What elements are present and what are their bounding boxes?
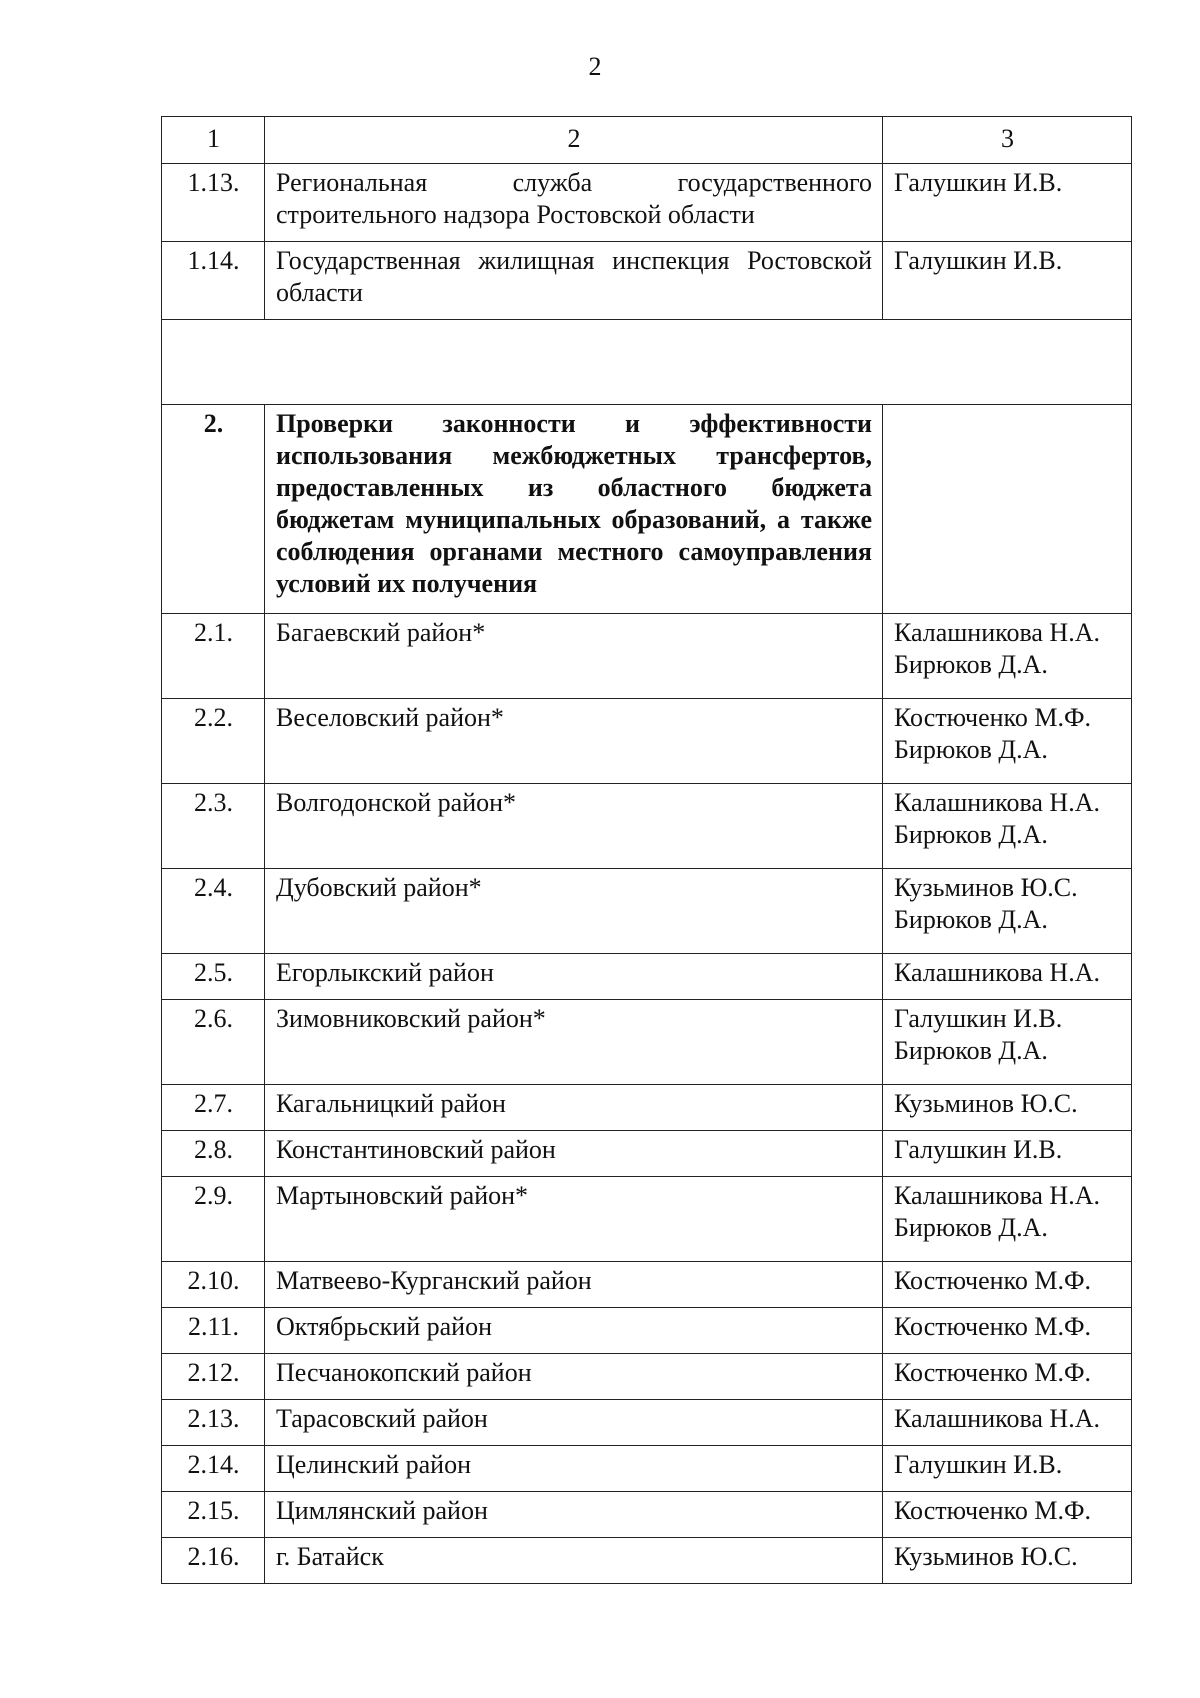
table-row — [162, 242, 1132, 320]
row-responsible — [883, 405, 1132, 614]
row-object-name: Октябрьский район — [265, 1308, 883, 1354]
responsible-person: Бирюков Д.А. — [894, 820, 1048, 849]
row-object-name: Дубовский район* — [265, 869, 883, 954]
table-row — [162, 954, 1132, 1000]
row-number: 2.5. — [162, 954, 265, 1000]
row-object-name: Государственная жилищная инспекция Ростовской области — [265, 242, 883, 320]
row-number: 2.12. — [162, 1354, 265, 1400]
row-object-name: Веселовский район* — [265, 699, 883, 784]
table-row — [162, 1262, 1132, 1308]
row-number: 2.11. — [162, 1308, 265, 1354]
row-responsible — [883, 1000, 1132, 1085]
row-number: 2.6. — [162, 1000, 265, 1085]
row-object-name: Цимлянский район — [265, 1492, 883, 1538]
row-responsible — [883, 164, 1132, 242]
responsible-person: Бирюков Д.А. — [894, 650, 1048, 679]
row-number: 2.16. — [162, 1538, 265, 1584]
table-row — [162, 1400, 1132, 1446]
row-object-name: Багаевский район* — [265, 614, 883, 699]
responsible-person: Кузьминов Ю.С. — [894, 873, 1078, 902]
row-number: 2.14. — [162, 1446, 265, 1492]
responsible-person: Калашникова Н.А. — [894, 958, 1100, 987]
responsible-person: Галушкин И.В. — [894, 1450, 1063, 1479]
row-number: 1.13. — [162, 164, 265, 242]
table-row — [162, 1131, 1132, 1177]
inspection-plan-table — [161, 116, 1132, 1584]
row-number: 2.10. — [162, 1262, 265, 1308]
responsible-person: Костюченко М.Ф. — [894, 1266, 1092, 1295]
responsible-person: Кузьминов Ю.С. — [894, 1542, 1078, 1571]
table-row — [162, 1354, 1132, 1400]
row-number: 2.9. — [162, 1177, 265, 1262]
empty-cell — [162, 320, 1132, 405]
table-row — [162, 699, 1132, 784]
row-number: 2.7. — [162, 1085, 265, 1131]
table-row — [162, 869, 1132, 954]
responsible-person: Бирюков Д.А. — [894, 905, 1048, 934]
table-body — [162, 117, 1132, 1584]
responsible-person: Кузьминов Ю.С. — [894, 1089, 1078, 1118]
table-row — [162, 784, 1132, 869]
row-object-name: Мартыновский район* — [265, 1177, 883, 1262]
responsible-person: Калашникова Н.А. — [894, 618, 1100, 647]
column-header-responsible: 3 — [883, 117, 1132, 164]
responsible-person: Галушкин И.В. — [894, 168, 1063, 197]
table-row — [162, 1177, 1132, 1262]
column-header-number: 1 — [162, 117, 265, 164]
row-object-name: Кагальницкий район — [265, 1085, 883, 1131]
row-responsible — [883, 1262, 1132, 1308]
responsible-person: Костюченко М.Ф. — [894, 1496, 1092, 1525]
row-responsible — [883, 1085, 1132, 1131]
row-object-name: Егорлыкский район — [265, 954, 883, 1000]
section-title: Проверки законности и эффективности использования межбюджетных трансфертов, предоставленных из областного бюджета бюджетам муниципальных образований, а также соблюдения органами местного самоуправления условий их получения — [265, 405, 883, 614]
responsible-person: Галушкин И.В. — [894, 1004, 1063, 1033]
row-object-name: Региональная служба государственного строительного надзора Ростовской области — [265, 164, 883, 242]
responsible-person: Калашникова Н.А. — [894, 1181, 1100, 1210]
row-number: 2.8. — [162, 1131, 265, 1177]
table-row — [162, 1538, 1132, 1584]
responsible-person: Калашникова Н.А. — [894, 1404, 1100, 1433]
responsible-person: Калашникова Н.А. — [894, 788, 1100, 817]
responsible-person: Костюченко М.Ф. — [894, 1358, 1092, 1387]
table-header-row — [162, 117, 1132, 164]
row-number: 2.2. — [162, 699, 265, 784]
row-number: 2.13. — [162, 1400, 265, 1446]
row-responsible — [883, 1131, 1132, 1177]
row-object-name: Константиновский район — [265, 1131, 883, 1177]
table-row — [162, 405, 1132, 614]
row-object-name: Волгодонской район* — [265, 784, 883, 869]
row-number: 2.3. — [162, 784, 265, 869]
row-responsible — [883, 699, 1132, 784]
row-object-name: Целинский район — [265, 1446, 883, 1492]
row-number: 1.14. — [162, 242, 265, 320]
row-responsible — [883, 954, 1132, 1000]
row-responsible — [883, 784, 1132, 869]
row-responsible — [883, 869, 1132, 954]
row-responsible — [883, 242, 1132, 320]
responsible-person: Бирюков Д.А. — [894, 735, 1048, 764]
column-header-name: 2 — [265, 117, 883, 164]
responsible-person: Галушкин И.В. — [894, 246, 1063, 275]
responsible-person: Костюченко М.Ф. — [894, 1312, 1092, 1341]
row-responsible — [883, 1308, 1132, 1354]
responsible-person: Костюченко М.Ф. — [894, 703, 1092, 732]
responsible-person: Галушкин И.В. — [894, 1135, 1063, 1164]
table-row — [162, 1085, 1132, 1131]
row-responsible — [883, 614, 1132, 699]
responsible-person: Бирюков Д.А. — [894, 1213, 1048, 1242]
row-object-name: Тарасовский район — [265, 1400, 883, 1446]
row-responsible — [883, 1177, 1132, 1262]
table-row — [162, 1000, 1132, 1085]
table-row — [162, 614, 1132, 699]
responsible-person: Бирюков Д.А. — [894, 1036, 1048, 1065]
empty-row — [162, 320, 1132, 405]
row-object-name: Матвеево-Курганский район — [265, 1262, 883, 1308]
row-responsible — [883, 1492, 1132, 1538]
row-number: 2.4. — [162, 869, 265, 954]
table-row — [162, 164, 1132, 242]
row-object-name: г. Батайск — [265, 1538, 883, 1584]
row-responsible — [883, 1538, 1132, 1584]
row-responsible — [883, 1446, 1132, 1492]
row-responsible — [883, 1400, 1132, 1446]
row-object-name: Песчанокопский район — [265, 1354, 883, 1400]
table-row — [162, 1446, 1132, 1492]
row-object-name: Зимовниковский район* — [265, 1000, 883, 1085]
table-row — [162, 1308, 1132, 1354]
row-number: 2. — [162, 405, 265, 614]
page-number: 2 — [588, 52, 602, 81]
table-row — [162, 1492, 1132, 1538]
row-number: 2.1. — [162, 614, 265, 699]
row-responsible — [883, 1354, 1132, 1400]
row-number: 2.15. — [162, 1492, 265, 1538]
